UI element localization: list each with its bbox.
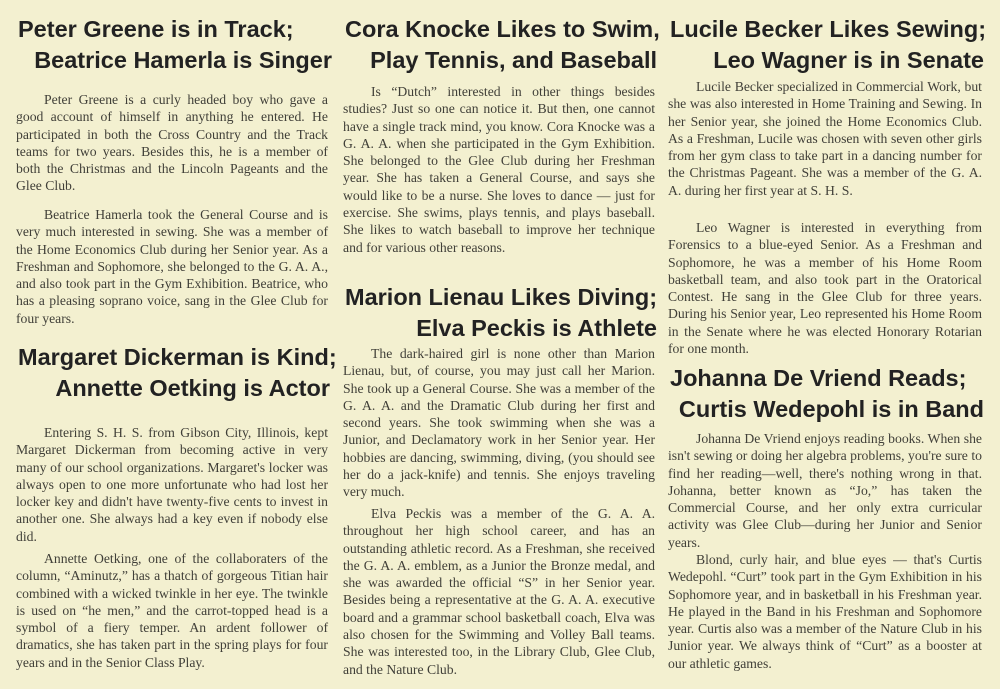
- article-paragraph: The dark-haired girl is none other than Marion Lienau, but, of course, you may just call her Marion. She took up a General Course. She was a member of the G. A. A. and the Dramatic Club during her first and second years. She took swimming when she was a Junior, and Declamatory work in her Senior year. Her hobbies are dancing, swimming, diving, (you should see her do a jack-knife) and tennis. She enjoys traveling very much.: [343, 346, 655, 500]
- article-paragraph: Leo Wagner is interested in everything from Forensics to a blue-eyed Senior. As a Freshman and Sophomore, he was a member of his Home Room basketball team, and also took part in the Oratorical Contest. He sang in the Glee Club for three years. During his Senior year, Leo represented his Home Room in the Senate where he was elected Honorary Rotarian for one month.: [668, 220, 982, 357]
- article-paragraph: Peter Greene is a curly headed boy who gave a good account of himself in anything he entered. He participated in both the Cross Country and the Track teams for two years. Besides this, he is a member of both the Christmas and the Lincoln Pageants and the Glee Club.: [16, 92, 328, 194]
- article-paragraph: Annette Oetking, one of the collaboraters of the column, “Aminutz,” has a thatch of gorgeous Titian hair combined with a wicked twinkle in her eye. The twinkle is used on “he men,” and the carrot-topped head is a symbol of a fiery temper. An ardent follower of dramatics, she has taken part in the spring plays for four years and in the Senior Class Play.: [16, 551, 328, 670]
- headline-dickerman-oetking: Margaret Dickerman is Kind; Annette Oetking is Actor: [18, 344, 337, 401]
- article-paragraph: Beatrice Hamerla took the General Course and is very much interested in sewing. She was a member of the Home Economics Club during her Senior year. As a Freshman and Sophomore, she belonged to the G. A. A., and also took part in the Gym Exhibition. Beatrice, who has a pleasing soprano voice, sang in the Glee Club for four years.: [16, 207, 328, 326]
- article-paragraph: Entering S. H. S. from Gibson City, Illinois, kept Margaret Dickerman from becoming active in very many of our school organizations. Margaret's locker was always open to one more unfortunate who had lost her locker key and didn't have twenty-five cents to invest in another one. She always had a key even if nobody else did.: [16, 425, 328, 544]
- headline-knocke: Cora Knocke Likes to Swim, Play Tennis, and Baseball: [345, 16, 660, 73]
- article-paragraph: Blond, curly hair, and blue eyes — that's Curtis Wedepohl. “Curt” took part in the Gym Exhibition in his Sophomore year, and in basketball in his Freshman year. He played in the Band in his Freshman and Sophomore year. Curtis also was a member of the Nature Club in his Junior year. We always think of “Curt” as a booster at our athletic games.: [668, 552, 982, 671]
- headline-becker-wagner: Lucile Becker Likes Sewing; Leo Wagner is in Senate: [670, 16, 987, 73]
- headline-lienau-peckis: Marion Lienau Likes Diving; Elva Peckis is Athlete: [345, 284, 658, 341]
- article-paragraph: Lucile Becker specialized in Commercial Work, but she was also interested in Home Training and Sewing. In her Senior year, she joined the Home Economics Club. As a Freshman, Lucile was chosen with seven other girls from her gym class to take part in a dancing number for the Christmas Pageant. She was a member of the G. A. A. during her first year at S. H. S.: [668, 79, 982, 198]
- article-paragraph: Johanna De Vriend enjoys reading books. When she isn't sewing or doing her algebra problems, you're sure to find her reading—well, there's nothing wrong in that. Johanna, better known as “Jo,” has taken the Commercial Course, and her only extra curricular activity was Glee Club—during her Junior and Senior years.: [668, 431, 982, 550]
- article-paragraph: Elva Peckis was a member of the G. A. A. throughout her high school career, and has an outstanding athletic record. As a Freshman, she received the G. A. A. emblem, as a Junior the Bronze medal, and she was awarded the official “S” in her Senior year. Besides being a representative at the G. A. A. executive board and a grammar school basketball coach, Elva was also chosen for the Swimming and Volley Ball teams. She was interested too, in the Library Club, Glee Club, and the Nature Club.: [343, 506, 655, 677]
- article-paragraph: Is “Dutch” interested in other things besides studies? Just so one can notice it. But then, one cannot have a single track mind, you know. Cora Knocke was a G. A. A. when she participated in the Gym Exhibition. She belonged to the Glee Club during her Freshman year. She has taken a General Course, and says she would like to be a nurse. She loves to dance — just for exercise. She swims, plays tennis, and plays baseball. She likes to watch baseball to improve her technique and for various other reasons.: [343, 84, 655, 255]
- headline-devriend-wedepohl: Johanna De Vriend Reads; Curtis Wedepohl is in Band: [670, 365, 984, 422]
- headline-greene-hamerla: Peter Greene is in Track; Beatrice Hamerla is Singer: [18, 16, 332, 73]
